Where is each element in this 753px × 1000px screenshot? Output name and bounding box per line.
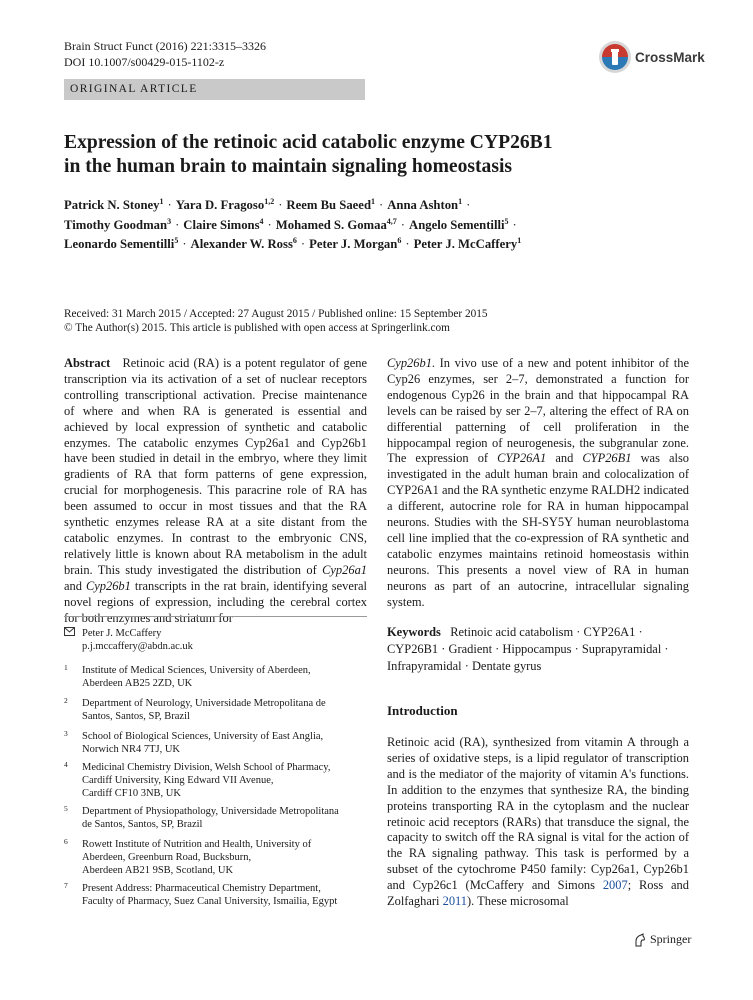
citation-link-2011[interactable]: 2011 bbox=[442, 894, 468, 909]
correspondence-name: Peter J. McCaffery bbox=[82, 628, 162, 639]
journal-citation: Brain Struct Funct (2016) 221:3315–3326 bbox=[64, 39, 266, 53]
author-affiliation-sup: 5 bbox=[174, 236, 179, 245]
gene-cyp26b1: Cyp26b1 bbox=[85, 578, 131, 593]
author-list bbox=[64, 196, 684, 255]
affiliation-line: de Santos, Santos, SP, Brazil bbox=[82, 819, 203, 830]
keywords bbox=[387, 624, 689, 675]
intro-mid: ; Ross and Zolfaghari bbox=[387, 878, 689, 909]
author-separator: · bbox=[379, 198, 384, 212]
affiliation-number: 2 bbox=[64, 696, 68, 705]
author-affiliation-sup: 1 bbox=[517, 236, 522, 245]
author-name: Reem Bu Saeed bbox=[286, 198, 371, 212]
springer-horse-icon bbox=[633, 933, 647, 947]
springer-logo bbox=[633, 932, 691, 947]
doi-line: DOI 10.1007/s00429-015-1102-z bbox=[64, 55, 225, 69]
article-type-banner: ORIGINAL ARTICLE bbox=[64, 79, 365, 100]
affiliation-line: Institute of Medical Sciences, University of Aberdeen, bbox=[82, 665, 311, 676]
affiliation-text bbox=[82, 761, 367, 800]
author-separator: · bbox=[466, 198, 471, 212]
affiliation-line: Aberdeen AB25 2ZD, UK bbox=[82, 678, 193, 689]
gene-cyp26a1: Cyp26a1 bbox=[322, 562, 368, 577]
author-name: Alexander W. Ross bbox=[190, 237, 293, 251]
affiliation-text bbox=[82, 664, 367, 690]
affiliation-text bbox=[82, 805, 367, 831]
affiliation-number: 6 bbox=[64, 837, 68, 846]
author-affiliation-sup: 1 bbox=[458, 197, 463, 206]
author-affiliation-sup: 1 bbox=[159, 197, 164, 206]
affiliation-text bbox=[82, 697, 367, 723]
abstract-part-2: transcripts in the rat brain, identifying several novel regions of expression, including the cerebral cortex for both enzymes and striatum for bbox=[64, 578, 367, 625]
abstract-left bbox=[64, 356, 367, 626]
received-accepted-line: Received: 31 March 2015 / Accepted: 27 August 2015 / Published online: 15 September 2015 bbox=[64, 308, 488, 320]
author-affiliation-sup: 4 bbox=[259, 216, 264, 226]
correspondence-block bbox=[64, 627, 367, 652]
abstract-and: and bbox=[64, 578, 82, 593]
author-affiliation-sup: 1,2 bbox=[264, 197, 275, 206]
gene-CYP26A1: CYP26A1 bbox=[497, 451, 547, 466]
affiliation-line: Aberdeen AB21 9SB, Scotland, UK bbox=[82, 865, 234, 876]
affiliation-number: 5 bbox=[64, 804, 68, 813]
title-line-1: Expression of the retinoic acid catabolic enzyme CYP26B1 bbox=[64, 132, 553, 153]
crossmark-label: CrossMark bbox=[635, 49, 705, 65]
author-affiliation-sup: 5 bbox=[504, 216, 509, 226]
author-name: Claire Simons bbox=[183, 217, 260, 232]
affiliation-line: Cardiff CF10 3NB, UK bbox=[82, 788, 181, 799]
affiliation-number: 7 bbox=[64, 881, 68, 890]
copyright-line: © The Author(s) 2015. This article is published with open access at Springerlink.com bbox=[64, 322, 450, 334]
author-name: Angelo Sementilli bbox=[409, 217, 505, 232]
affiliation-line: Department of Physiopathology, Universidade Metropolitana bbox=[82, 806, 339, 817]
citation-link-2007[interactable]: 2007 bbox=[602, 878, 628, 893]
author-name: Patrick N. Stoney bbox=[64, 198, 160, 212]
affiliation-line: Faculty of Pharmacy, Suez Canal University, Ismailia, Egypt bbox=[82, 896, 338, 907]
crossmark-badge[interactable] bbox=[598, 39, 705, 75]
author-affiliation-sup: 6 bbox=[397, 236, 402, 245]
gene-cyp26b1-2: Cyp26b1 bbox=[387, 356, 432, 370]
abstract-right bbox=[387, 356, 689, 611]
abstract-part-4: was also investigated in the adult human brain and colocalization of CYP26A1 and the RA synthetic enzyme RALDH2 indicated a different, autocrine role for RA in human hippocampal neurons. Studies with the SH-SY5Y human neuroblastoma cell line implied that the co-expression of RA synthetic and catabolic enzymes maintains retinoid homeostasis within neurons. This presents a novel view of RA in human neurons as part of an autocrine, intracellular signaling system. bbox=[387, 451, 690, 609]
abstract-part-1: Retinoic acid (RA) is a potent regulator of gene transcription via its activation of a set of nuclear receptors controlling transcriptional activation. Precise maintenance of where and when RA is generated is essential and achieved by local expression of synthetic and catabolic enzymes. The catabolic enzymes Cyp26a1 and Cyp26b1 have been studied in detail in the embryo, where they limit gradients of RA that form patterns of gene expression, crucial for morphogenesis. This paracrine role of RA has been assumed to occur in most tissues and that the RA synthetic enzymes release RA at a site distant from the catabolic enzymes. In contrast to the embryonic CNS, relatively little is known about RA metabolism in the adult brain. This study investigated the distribution of bbox=[64, 356, 368, 577]
affiliation-line: Cardiff University, King Edward VII Avenue, bbox=[82, 775, 274, 786]
springer-label: Springer bbox=[650, 932, 692, 946]
author-separator: · bbox=[278, 198, 283, 212]
author-name: Mohamed S. Gomaa bbox=[275, 217, 387, 232]
affiliation-line: Norwich NR4 7TJ, UK bbox=[82, 744, 180, 755]
author-name: Timothy Goodman bbox=[64, 217, 168, 232]
author-name: Yara D. Fragoso bbox=[175, 198, 265, 212]
intro-tail: ). These microsomal bbox=[467, 894, 569, 909]
author-separator: · bbox=[267, 217, 272, 232]
title-line-2: in the human brain to maintain signaling homeostasis bbox=[64, 156, 513, 177]
affiliation-line: Rowett Institute of Nutrition and Health, University of bbox=[82, 839, 312, 850]
envelope-icon bbox=[64, 627, 76, 640]
affiliation-line: Santos, Santos, SP, Brazil bbox=[82, 711, 190, 722]
abstract-and-2: and bbox=[555, 451, 574, 466]
author-name: Leonardo Sementilli bbox=[64, 237, 175, 251]
author-separator: · bbox=[300, 237, 306, 251]
introduction-heading: Introduction bbox=[387, 703, 458, 718]
intro-body: Retinoic acid (RA), synthesized from vitamin A through a series of oxidative steps, is a lipid regulator of transcription and is the mediator of the majority of vitamin A's functions. In addition to the enzymes that synthesize RA, the binding proteins transporting RA in the cytoplasm and the nuclear retinoic acid receptors (RARs) that transduce the signal, the capacity to switch off the RA signal is vital for the action of the RA signaling pathway. This task is performed by a subset of the cytochrome P450 family: Cyp26a1, Cyp26b1 and Cyp26c1 (McCaffery and Simons bbox=[387, 735, 689, 893]
affiliation-number: 4 bbox=[64, 760, 68, 769]
keywords-label: Keywords bbox=[387, 625, 441, 639]
affiliation-line: Department of Neurology, Universidade Metropolitana de bbox=[82, 698, 326, 709]
affiliation-text bbox=[82, 882, 367, 908]
affiliation-line: Medicinal Chemistry Division, Welsh School of Pharmacy, bbox=[82, 762, 331, 773]
author-separator: · bbox=[167, 198, 172, 212]
gene-CYP26B1: CYP26B1 bbox=[582, 451, 632, 466]
affiliation-text bbox=[82, 838, 367, 877]
introduction-text bbox=[387, 735, 689, 910]
author-separator: · bbox=[175, 217, 180, 232]
author-separator: · bbox=[400, 217, 406, 232]
affiliation-text bbox=[82, 730, 367, 756]
correspondence-email[interactable]: p.j.mccaffery@abdn.ac.uk bbox=[82, 641, 193, 652]
abstract-part-3: . In vivo use of a new and potent inhibitor of the Cyp26 enzymes, ser 2–7, demonstrated a function for endogenous Cyp26 in the brain and that hippocampal RA levels can be raised by ser 2–7, altering the effect of RA on differential patterning of cell proliferation in the hippocampal region of neurogenesis, the subgranular zone. The expression of bbox=[387, 356, 689, 466]
author-affiliation-sup: 4,7 bbox=[386, 216, 397, 226]
author-separator: · bbox=[512, 217, 517, 232]
affiliation-line: Aberdeen, Greenburn Road, Bucksburn, bbox=[82, 852, 252, 863]
affiliation-number: 3 bbox=[64, 729, 68, 738]
author-affiliation-sup: 3 bbox=[167, 216, 172, 226]
abstract-label: Abstract bbox=[64, 356, 111, 370]
author-name: Peter J. Morgan bbox=[309, 237, 398, 251]
author-affiliation-sup: 1 bbox=[371, 197, 375, 206]
footnote-divider bbox=[64, 616, 367, 617]
author-separator: · bbox=[182, 237, 187, 251]
keywords-text: Retinoic acid catabolism · CYP26A1 · CYP26B1 · Gradient · Hippocampus · Suprapyramidal · Infrapyramidal · Dentate gyrus bbox=[387, 625, 669, 673]
author-affiliation-sup: 6 bbox=[292, 236, 297, 245]
article-title bbox=[64, 131, 684, 179]
affiliation-line: Present Address: Pharmaceutical Chemistry Department, bbox=[82, 883, 321, 894]
crossmark-icon bbox=[598, 40, 632, 74]
publication-dates bbox=[64, 307, 704, 335]
affiliation-number: 1 bbox=[64, 663, 68, 672]
affiliation-line: School of Biological Sciences, University of East Anglia, bbox=[82, 731, 324, 742]
author-separator: · bbox=[405, 237, 410, 251]
author-name: Peter J. McCaffery bbox=[413, 237, 518, 251]
author-name: Anna Ashton bbox=[387, 198, 459, 212]
